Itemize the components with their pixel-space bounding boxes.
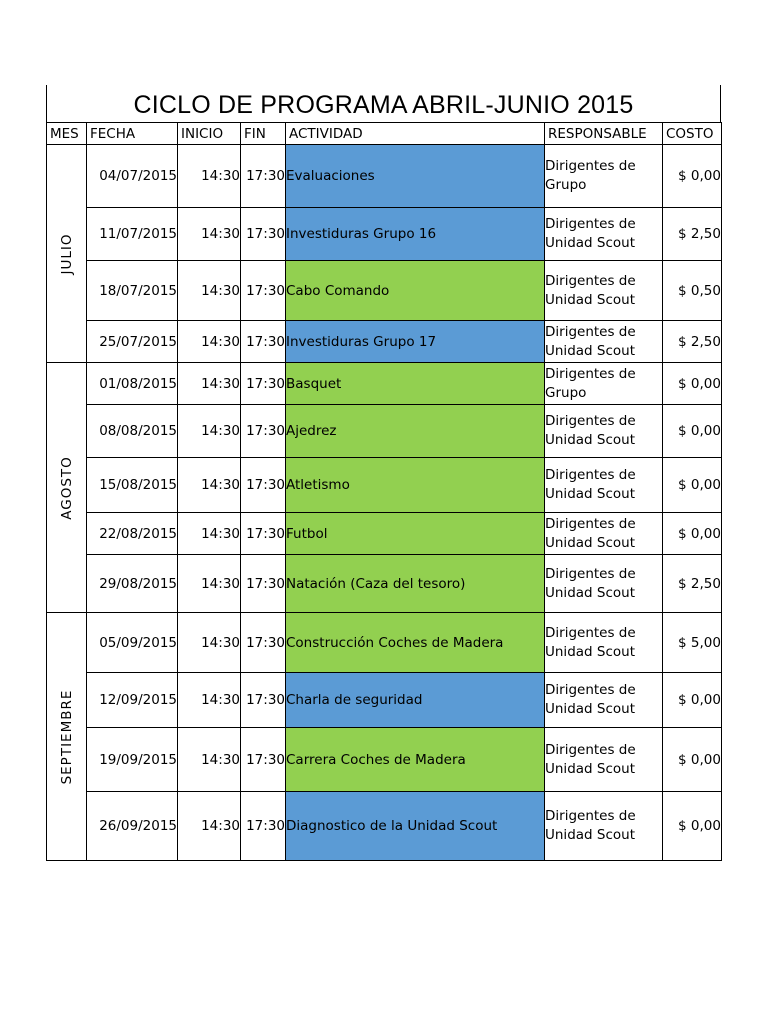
table-row: [47, 728, 722, 792]
responsable-line-2: Unidad Scout: [545, 584, 635, 601]
responsable-cell: [545, 792, 663, 861]
responsable-cell: [545, 208, 663, 261]
month-cell: [47, 145, 87, 363]
costo-cell: $ 2,50: [663, 208, 722, 261]
responsable-line-2: Grupo: [545, 384, 587, 401]
table-row: [47, 613, 722, 673]
costo-cell: $ 2,50: [663, 321, 722, 363]
responsable-cell: [545, 728, 663, 792]
responsable-cell: [545, 405, 663, 458]
responsable-line-2: Unidad Scout: [545, 534, 635, 551]
responsable-line-1: Dirigentes de: [545, 808, 636, 824]
costo-cell: $ 2,50: [663, 555, 722, 613]
costo-cell: $ 0,00: [663, 458, 722, 513]
responsable-cell: [545, 458, 663, 513]
header-fecha: FECHA: [87, 123, 178, 145]
fecha-cell: 05/09/2015: [87, 613, 178, 673]
fecha-cell: 15/08/2015: [87, 458, 178, 513]
fin-cell: 17:30: [241, 261, 286, 321]
responsable-line-2: Unidad Scout: [545, 701, 635, 717]
fin-cell: 17:30: [241, 728, 286, 792]
responsable-line-2: Unidad Scout: [545, 342, 635, 359]
table-row: [47, 261, 722, 321]
costo-cell: $ 0,00: [663, 728, 722, 792]
actividad-cell: Natación (Caza del tesoro): [286, 555, 545, 613]
responsable-cell: [545, 363, 663, 405]
header-row: [47, 123, 722, 145]
table-row: [47, 458, 722, 513]
fin-cell: 17:30: [241, 321, 286, 363]
actividad-cell: Construcción Coches de Madera: [286, 613, 545, 673]
inicio-cell: 14:30: [178, 458, 241, 513]
month-label: JULIO: [58, 233, 75, 274]
inicio-cell: 14:30: [178, 792, 241, 861]
responsable-line-2: Unidad Scout: [545, 760, 635, 777]
page-title: CICLO DE PROGRAMA ABRIL-JUNIO 2015: [133, 91, 634, 119]
fecha-cell: 12/09/2015: [87, 673, 178, 728]
responsable-cell: [545, 673, 663, 728]
responsable-cell: [545, 261, 663, 321]
fin-cell: 17:30: [241, 363, 286, 405]
actividad-cell: Diagnostico de la Unidad Scout: [286, 792, 545, 861]
header-costo: COSTO: [663, 123, 722, 145]
costo-cell: $ 0,00: [663, 673, 722, 728]
fin-cell: 17:30: [241, 208, 286, 261]
costo-cell: $ 0,50: [663, 261, 722, 321]
inicio-cell: 14:30: [178, 613, 241, 673]
fecha-cell: 08/08/2015: [87, 405, 178, 458]
actividad-cell: Basquet: [286, 363, 545, 405]
actividad-cell: Investiduras Grupo 17: [286, 321, 545, 363]
responsable-line-2: Unidad Scout: [545, 432, 635, 448]
fin-cell: 17:30: [241, 145, 286, 208]
fecha-cell: 01/08/2015: [87, 363, 178, 405]
responsable-line-1: Dirigentes de: [545, 158, 636, 174]
fin-cell: 17:30: [241, 458, 286, 513]
table-row: [47, 513, 722, 555]
costo-cell: $ 0,00: [663, 792, 722, 861]
responsable-cell: [545, 555, 663, 613]
responsable-line-1: Dirigentes de: [545, 467, 636, 483]
actividad-cell: Investiduras Grupo 16: [286, 208, 545, 261]
inicio-cell: 14:30: [178, 208, 241, 261]
responsable-line-1: Dirigentes de: [545, 565, 636, 582]
inicio-cell: 14:30: [178, 555, 241, 613]
responsable-cell: [545, 321, 663, 363]
responsable-line-2: Unidad Scout: [545, 643, 635, 660]
responsable-line-1: Dirigentes de: [545, 515, 636, 532]
responsable-line-2: Unidad Scout: [545, 486, 635, 502]
responsable-line-1: Dirigentes de: [545, 323, 636, 340]
fecha-cell: 29/08/2015: [87, 555, 178, 613]
table-row: [47, 321, 722, 363]
header-inicio: INICIO: [178, 123, 241, 145]
fecha-cell: 22/08/2015: [87, 513, 178, 555]
responsable-line-1: Dirigentes de: [545, 682, 636, 698]
month-label: AGOSTO: [58, 455, 75, 520]
header-fin: FIN: [241, 123, 286, 145]
costo-cell: $ 0,00: [663, 513, 722, 555]
costo-cell: $ 0,00: [663, 363, 722, 405]
responsable-line-2: Grupo: [545, 177, 587, 193]
responsable-line-1: Dirigentes de: [545, 741, 636, 758]
header-responsable: RESPONSABLE: [545, 123, 663, 145]
inicio-cell: 14:30: [178, 261, 241, 321]
header-mes: MES: [47, 123, 87, 145]
inicio-cell: 14:30: [178, 363, 241, 405]
fecha-cell: 19/09/2015: [87, 728, 178, 792]
fecha-cell: 26/09/2015: [87, 792, 178, 861]
table-row: [47, 555, 722, 613]
month-cell: [47, 363, 87, 613]
fin-cell: 17:30: [241, 673, 286, 728]
actividad-cell: Carrera Coches de Madera: [286, 728, 545, 792]
actividad-cell: Cabo Comando: [286, 261, 545, 321]
table-row: [47, 673, 722, 728]
table-row: [47, 792, 722, 861]
inicio-cell: 14:30: [178, 321, 241, 363]
actividad-cell: Charla de seguridad: [286, 673, 545, 728]
fin-cell: 17:30: [241, 613, 286, 673]
responsable-line-1: Dirigentes de: [545, 413, 636, 429]
fin-cell: 17:30: [241, 513, 286, 555]
program-body: [47, 145, 722, 861]
responsable-line-1: Dirigentes de: [545, 216, 636, 232]
inicio-cell: 14:30: [178, 405, 241, 458]
actividad-cell: Ajedrez: [286, 405, 545, 458]
fecha-cell: 18/07/2015: [87, 261, 178, 321]
responsable-line-2: Unidad Scout: [545, 827, 635, 843]
table-row: [47, 363, 722, 405]
inicio-cell: 14:30: [178, 673, 241, 728]
costo-cell: $ 0,00: [663, 145, 722, 208]
inicio-cell: 14:30: [178, 728, 241, 792]
fecha-cell: 11/07/2015: [87, 208, 178, 261]
table-row: [47, 208, 722, 261]
table-row: [47, 405, 722, 458]
fin-cell: 17:30: [241, 555, 286, 613]
header-actividad: ACTIVIDAD: [286, 123, 545, 145]
inicio-cell: 14:30: [178, 145, 241, 208]
responsable-cell: [545, 613, 663, 673]
fin-cell: 17:30: [241, 792, 286, 861]
responsable-line-1: Dirigentes de: [545, 365, 636, 382]
actividad-cell: Futbol: [286, 513, 545, 555]
month-label: SEPTIEMBRE: [58, 689, 75, 784]
costo-cell: $ 0,00: [663, 405, 722, 458]
responsable-cell: [545, 145, 663, 208]
actividad-cell: Atletismo: [286, 458, 545, 513]
fecha-cell: 04/07/2015: [87, 145, 178, 208]
title-box: [46, 85, 721, 122]
actividad-cell: Evaluaciones: [286, 145, 545, 208]
program-table: [46, 122, 722, 861]
inicio-cell: 14:30: [178, 513, 241, 555]
month-cell: [47, 613, 87, 861]
costo-cell: $ 5,00: [663, 613, 722, 673]
table-row: [47, 145, 722, 208]
responsable-line-1: Dirigentes de: [545, 624, 636, 641]
responsable-cell: [545, 513, 663, 555]
responsable-line-2: Unidad Scout: [545, 235, 635, 251]
responsable-line-2: Unidad Scout: [545, 291, 635, 308]
responsable-line-1: Dirigentes de: [545, 272, 636, 289]
fecha-cell: 25/07/2015: [87, 321, 178, 363]
fin-cell: 17:30: [241, 405, 286, 458]
